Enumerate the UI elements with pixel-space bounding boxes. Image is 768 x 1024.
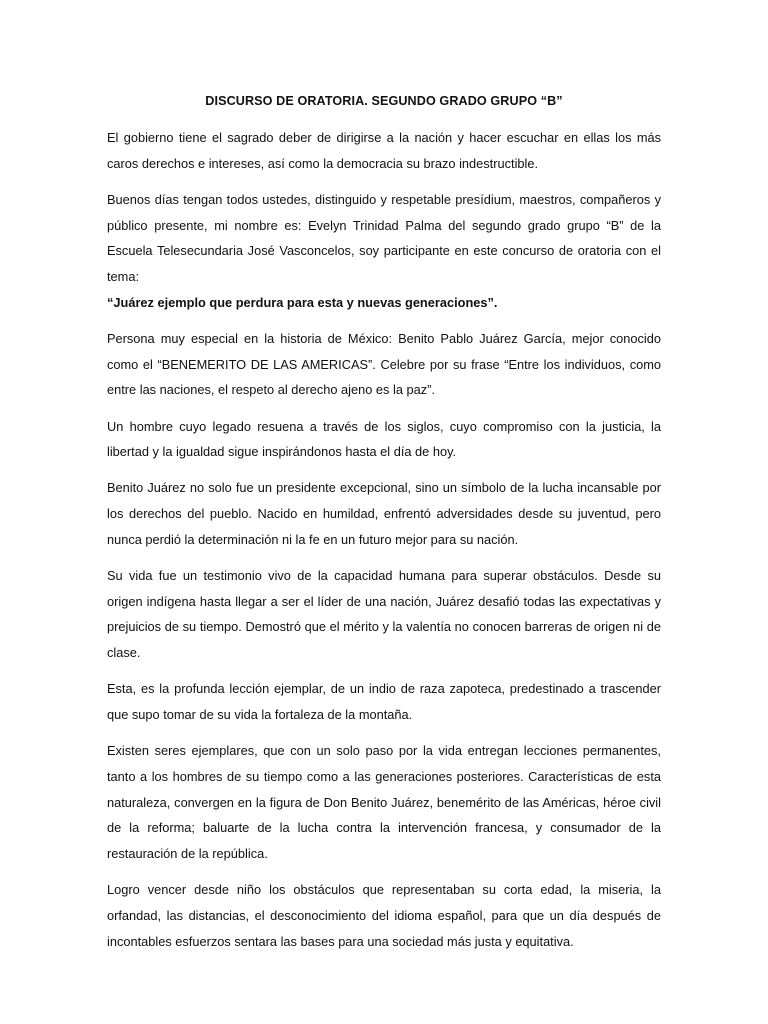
- paragraph-4: Un hombre cuyo legado resuena a través de los siglos, cuyo compromiso con la justicia, la libertad y la igualdad sigue inspirándonos hasta el día de hoy.: [107, 418, 661, 460]
- paragraph-8: Existen seres ejemplares, que con un solo paso por la vida entregan lecciones permanentes, tanto a los hombres de su tiempo como a las generaciones posteriores. Características de esta naturaleza, convergen en la figura de Don Benito Juárez, benemérito de las Américas, héroe civil de la reforma; baluarte de la lucha contra la intervención francesa, y consumador de la restauración de la república.: [107, 743, 661, 862]
- paragraph-5: Benito Juárez no solo fue un presidente excepcional, sino un símbolo de la lucha incansable por los derechos del pueblo. Nacido en humildad, enfrentó adversidades desde su juventud, pero nunca perdió la determinación ni la fe en un futuro mejor para su nación.: [107, 480, 661, 547]
- paragraph-2: [107, 187, 661, 316]
- paragraph-1: El gobierno tiene el sagrado deber de dirigirse a la nación y hacer escuchar en ellas los más caros derechos e intereses, así como la democracia su brazo indestructible.: [107, 130, 661, 171]
- document-title: DISCURSO DE ORATORIA. SEGUNDO GRADO GRUPO “B”: [205, 94, 563, 108]
- paragraph-7: Esta, es la profunda lección ejemplar, de un indio de raza zapoteca, predestinado a trascender que supo tomar de su vida la fortaleza de la montaña.: [107, 681, 661, 723]
- paragraph-2-text: Buenos días tengan todos ustedes, distinguido y respetable presídium, maestros, compañeros y público presente, mi nombre es: Evelyn Trinidad Palma del segundo grado grupo “B” de la Escuela Telesecundaria José Vasconcelos, soy participante en este concurso de oratoria con el tema:: [107, 191, 661, 285]
- paragraph-6: Su vida fue un testimonio vivo de la capacidad humana para superar obstáculos. Desde su origen indígena hasta llegar a ser el líder de una nación, Juárez desafió todas las expectativas y prejuicios de su tiempo. Demostró que el mérito y la valentía no conocen barreras de origen ni de clase.: [107, 568, 661, 661]
- paragraph-9: Logro vencer desde niño los obstáculos que representaban su corta edad, la miseria, la orfandad, las distancias, el desconocimiento del idioma español, para que un día después de incontables esfuerzos sentara las bases para una sociedad más justa y equitativa.: [107, 882, 661, 949]
- paragraph-3: Persona muy especial en la historia de México: Benito Pablo Juárez García, mejor conocido como el “BENEMERITO DE LAS AMERICAS”. Celebre por su frase “Entre los individuos, como entre las naciones, el respeto al derecho ajeno es la paz”.: [107, 330, 661, 398]
- speech-theme: “Juárez ejemplo que perdura para esta y nuevas generaciones”.: [107, 294, 498, 310]
